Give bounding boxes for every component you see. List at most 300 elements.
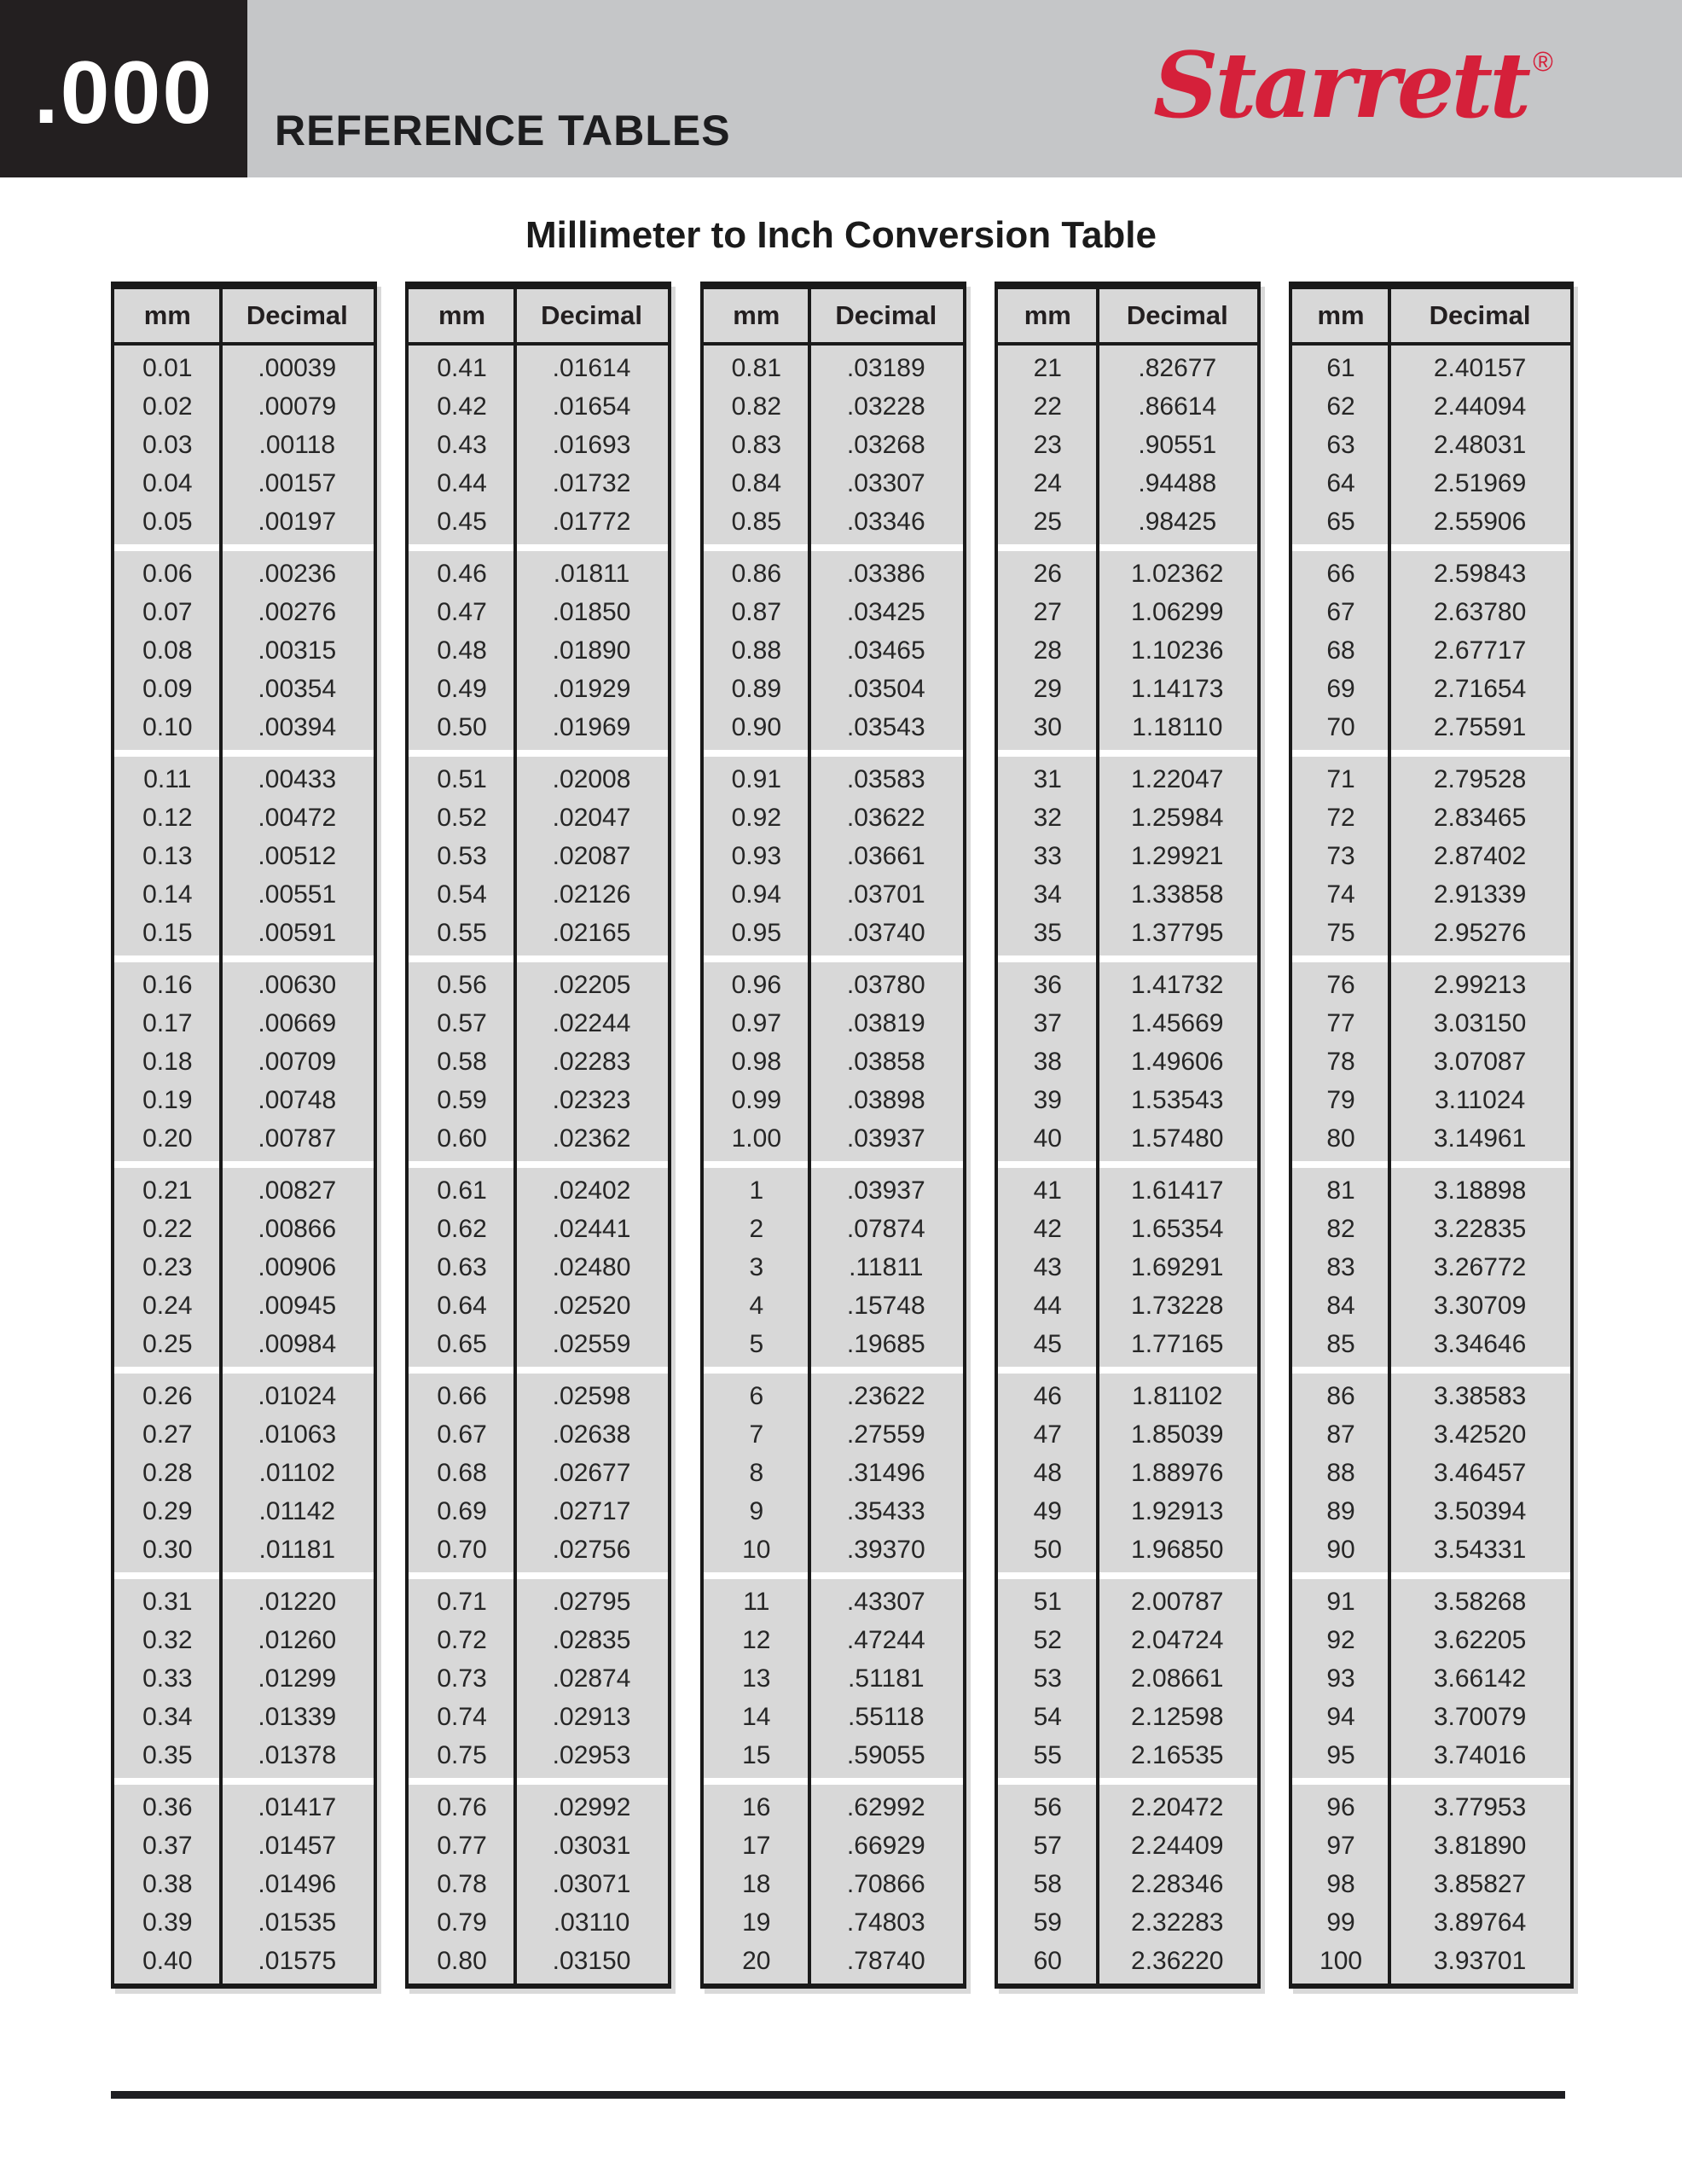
table-row — [998, 760, 1257, 799]
mm-value: 0.77 — [437, 1832, 487, 1860]
table-row — [409, 1119, 668, 1158]
mm-value: 0.90 — [731, 713, 781, 741]
page-title: Millimeter to Inch Conversion Table — [525, 214, 1157, 256]
mm-value: 63 — [1326, 431, 1355, 459]
table-row — [1292, 760, 1570, 799]
decimal-value: .03346 — [846, 508, 925, 536]
column-header-decimal: Decimal — [1126, 300, 1228, 330]
mm-value: 0.65 — [437, 1330, 487, 1358]
conversion-table-2 — [405, 282, 671, 1989]
row-group — [998, 346, 1257, 544]
decimal-value: .03189 — [846, 354, 925, 382]
table-row — [1292, 1531, 1570, 1569]
mm-value: 0.42 — [437, 392, 487, 421]
table-row — [998, 1583, 1257, 1621]
table-row — [114, 1531, 374, 1569]
table-row — [998, 1659, 1257, 1698]
table-row — [114, 1287, 374, 1325]
table-row — [1292, 1942, 1570, 1980]
column-divider — [1388, 289, 1391, 1984]
decimal-value: .00157 — [258, 469, 337, 497]
mm-value: 0.26 — [142, 1382, 193, 1410]
mm-value: 0.60 — [437, 1124, 487, 1153]
table-row — [704, 1119, 963, 1158]
table-row — [704, 1583, 963, 1621]
decimal-value: .01299 — [258, 1664, 337, 1693]
decimal-value: .03701 — [846, 880, 925, 909]
decimal-value: .03583 — [846, 765, 925, 793]
mm-value: 88 — [1326, 1459, 1355, 1487]
decimal-value: .00827 — [258, 1176, 337, 1205]
conversion-table-4 — [995, 282, 1261, 1989]
decimal-value: .00433 — [258, 765, 337, 793]
table-row — [998, 1004, 1257, 1043]
mm-value: 0.27 — [142, 1420, 193, 1449]
decimal-value: .00315 — [258, 636, 337, 665]
table-row — [1292, 555, 1570, 593]
mm-value: 18 — [742, 1870, 771, 1898]
decimal-value: 1.41732 — [1131, 971, 1224, 999]
table-row — [1292, 670, 1570, 708]
decimal-value: .74803 — [846, 1908, 925, 1937]
decimal-value: 3.03150 — [1433, 1009, 1527, 1037]
table-row — [998, 1736, 1257, 1774]
table-row — [409, 670, 668, 708]
decimal-value: 2.24409 — [1131, 1832, 1224, 1860]
mm-value: 58 — [1033, 1870, 1062, 1898]
table-row — [998, 1325, 1257, 1363]
mm-value: 100 — [1320, 1947, 1363, 1975]
mm-value: 97 — [1326, 1832, 1355, 1860]
decimal-value: 3.58268 — [1433, 1588, 1527, 1616]
row-group — [704, 1785, 963, 1984]
table-row — [114, 1621, 374, 1659]
decimal-value: 2.44094 — [1433, 392, 1527, 421]
decimal-value: .01654 — [552, 392, 631, 421]
decimal-value: 3.46457 — [1433, 1459, 1527, 1487]
table-row — [704, 464, 963, 502]
decimal-value: .02362 — [552, 1124, 631, 1153]
decimal-value: .03425 — [846, 598, 925, 626]
table-body — [704, 346, 963, 1984]
decimal-value: .01220 — [258, 1588, 337, 1616]
table-row — [704, 837, 963, 875]
mm-value: 0.61 — [437, 1176, 487, 1205]
mm-value: 74 — [1326, 880, 1355, 909]
decimal-value: .00197 — [258, 508, 337, 536]
table-row — [409, 464, 668, 502]
mm-value: 0.34 — [142, 1703, 193, 1731]
decimal-value: .02835 — [552, 1626, 631, 1654]
mm-value: 0.43 — [437, 431, 487, 459]
table-row — [998, 966, 1257, 1004]
decimal-value: .03031 — [552, 1832, 631, 1860]
mm-value: 0.14 — [142, 880, 193, 909]
table-row — [1292, 1287, 1570, 1325]
table-row — [114, 1865, 374, 1903]
row-group — [114, 346, 374, 544]
mm-value: 66 — [1326, 560, 1355, 588]
decimal-value: 1.06299 — [1131, 598, 1224, 626]
decimal-value: 1.73228 — [1131, 1292, 1224, 1320]
decimal-value: .01969 — [552, 713, 631, 741]
table-row — [704, 1171, 963, 1210]
row-group — [998, 962, 1257, 1161]
decimal-value: 3.30709 — [1433, 1292, 1527, 1320]
table-row — [998, 670, 1257, 708]
row-group — [998, 757, 1257, 956]
decimal-value: .02402 — [552, 1176, 631, 1205]
table-row — [409, 1903, 668, 1942]
table-row — [114, 799, 374, 837]
decimal-value: .15748 — [846, 1292, 925, 1320]
table-row — [704, 631, 963, 670]
decimal-value: 3.93701 — [1433, 1947, 1527, 1975]
mm-value: 0.15 — [142, 919, 193, 947]
table-row — [1292, 1827, 1570, 1865]
mm-value: 79 — [1326, 1086, 1355, 1114]
mm-value: 0.46 — [437, 560, 487, 588]
table-row — [409, 1827, 668, 1865]
table-row — [998, 799, 1257, 837]
decimal-value: .07874 — [846, 1215, 925, 1243]
decimal-value: 2.71654 — [1433, 675, 1527, 703]
table-row — [704, 914, 963, 952]
table-row — [114, 837, 374, 875]
table-header-row — [998, 289, 1257, 346]
mm-value: 0.19 — [142, 1086, 193, 1114]
table-row — [998, 387, 1257, 426]
table-row — [704, 1736, 963, 1774]
decimal-value: 2.83465 — [1433, 804, 1527, 832]
row-group — [998, 1168, 1257, 1367]
decimal-value: 1.57480 — [1131, 1124, 1224, 1153]
table-row — [998, 502, 1257, 541]
decimal-value: .00512 — [258, 842, 337, 870]
column-header-mm: mm — [733, 300, 780, 330]
table-row — [409, 387, 668, 426]
table-row — [114, 1210, 374, 1248]
table-row — [998, 555, 1257, 593]
mm-value: 75 — [1326, 919, 1355, 947]
decimal-value: .03937 — [846, 1124, 925, 1153]
table-row — [998, 1248, 1257, 1287]
decimal-value: .01260 — [258, 1626, 337, 1654]
mm-value: 0.66 — [437, 1382, 487, 1410]
mm-value: 20 — [742, 1947, 771, 1975]
row-group — [704, 1168, 963, 1367]
table-row — [704, 1454, 963, 1492]
table-row — [704, 1210, 963, 1248]
mm-value: 52 — [1033, 1626, 1062, 1654]
mm-value: 0.48 — [437, 636, 487, 665]
mm-value: 85 — [1326, 1330, 1355, 1358]
mm-value: 55 — [1033, 1741, 1062, 1769]
mm-value: 92 — [1326, 1626, 1355, 1654]
table-row — [114, 1492, 374, 1531]
mm-value: 0.72 — [437, 1626, 487, 1654]
mm-value: 84 — [1326, 1292, 1355, 1320]
mm-value: 0.40 — [142, 1947, 193, 1975]
decimal-value: .02087 — [552, 842, 631, 870]
decimal-value: .03268 — [846, 431, 925, 459]
table-row — [1292, 1325, 1570, 1363]
decimal-value: .01850 — [552, 598, 631, 626]
decimal-value: .03307 — [846, 469, 925, 497]
table-row — [1292, 631, 1570, 670]
table-row — [998, 837, 1257, 875]
mm-value: 23 — [1033, 431, 1062, 459]
decimal-value: 1.53543 — [1131, 1086, 1224, 1114]
table-row — [409, 799, 668, 837]
mm-value: 0.37 — [142, 1832, 193, 1860]
decimal-value: 1.22047 — [1131, 765, 1224, 793]
mm-value: 0.56 — [437, 971, 487, 999]
decimal-value: .39370 — [846, 1536, 925, 1564]
table-row — [1292, 1583, 1570, 1621]
decimal-value: .01929 — [552, 675, 631, 703]
table-row — [1292, 1698, 1570, 1736]
mm-value: 4 — [749, 1292, 764, 1320]
decimal-value: 2.87402 — [1433, 842, 1527, 870]
mm-value: 42 — [1033, 1215, 1062, 1243]
mm-value: 0.83 — [731, 431, 781, 459]
decimal-value: 2.63780 — [1433, 598, 1527, 626]
mm-value: 0.45 — [437, 508, 487, 536]
table-row — [1292, 1081, 1570, 1119]
mm-value: 86 — [1326, 1382, 1355, 1410]
table-header-row — [704, 289, 963, 346]
mm-value: 0.41 — [437, 354, 487, 382]
mm-value: 0.01 — [142, 354, 193, 382]
mm-value: 61 — [1326, 354, 1355, 382]
mm-value: 25 — [1033, 508, 1062, 536]
row-group — [409, 346, 668, 544]
decimal-value: .03150 — [552, 1947, 631, 1975]
mm-value: 0.89 — [731, 675, 781, 703]
decimal-value: .02165 — [552, 919, 631, 947]
table-row — [409, 1492, 668, 1531]
table-row — [409, 1865, 668, 1903]
mm-value: 38 — [1033, 1048, 1062, 1076]
decimal-value: .31496 — [846, 1459, 925, 1487]
mm-value: 0.74 — [437, 1703, 487, 1731]
column-header-decimal: Decimal — [541, 300, 643, 330]
decimal-value: .02126 — [552, 880, 631, 909]
table-row — [998, 349, 1257, 387]
mm-value: 0.80 — [437, 1947, 487, 1975]
mm-value: 57 — [1033, 1832, 1062, 1860]
table-row — [704, 1621, 963, 1659]
mm-value: 41 — [1033, 1176, 1062, 1205]
row-group — [1292, 1374, 1570, 1572]
table-row — [114, 1248, 374, 1287]
decimal-value: .00984 — [258, 1330, 337, 1358]
table-row — [409, 1583, 668, 1621]
mm-value: 8 — [749, 1459, 764, 1487]
decimal-value: 1.49606 — [1131, 1048, 1224, 1076]
table-row — [409, 1415, 668, 1454]
decimal-value: .00551 — [258, 880, 337, 909]
mm-value: 0.30 — [142, 1536, 193, 1564]
mm-value: 0.09 — [142, 675, 193, 703]
decimal-value: .03465 — [846, 636, 925, 665]
decimal-value: .35433 — [846, 1497, 925, 1525]
mm-value: 5 — [749, 1330, 764, 1358]
decimal-value: 1.10236 — [1131, 636, 1224, 665]
row-group — [704, 346, 963, 544]
mm-value: 77 — [1326, 1009, 1355, 1037]
decimal-value: 3.70079 — [1433, 1703, 1527, 1731]
table-row — [114, 1325, 374, 1363]
table-row — [998, 708, 1257, 746]
mm-value: 0.44 — [437, 469, 487, 497]
table-row — [704, 708, 963, 746]
table-row — [704, 1531, 963, 1569]
decimal-value: 2.55906 — [1433, 508, 1527, 536]
decimal-value: .02598 — [552, 1382, 631, 1410]
table-row — [409, 1248, 668, 1287]
table-row — [704, 1081, 963, 1119]
table-row — [704, 1325, 963, 1363]
table-row — [1292, 349, 1570, 387]
table-row — [704, 875, 963, 914]
table-row — [409, 1736, 668, 1774]
decimal-value: .62992 — [846, 1793, 925, 1821]
decimal-value: 2.36220 — [1131, 1947, 1224, 1975]
decimal-value: .02638 — [552, 1420, 631, 1449]
table-row — [1292, 837, 1570, 875]
table-row — [409, 708, 668, 746]
row-group — [998, 551, 1257, 750]
table-row — [998, 631, 1257, 670]
row-group — [1292, 1168, 1570, 1367]
row-group — [114, 1168, 374, 1367]
table-row — [409, 1210, 668, 1248]
decimal-value: .59055 — [846, 1741, 925, 1769]
table-row — [998, 1492, 1257, 1531]
table-row — [1292, 1171, 1570, 1210]
decimal-value: .02244 — [552, 1009, 631, 1037]
mm-value: 0.47 — [437, 598, 487, 626]
decimal-value: .01339 — [258, 1703, 337, 1731]
table-row — [704, 1377, 963, 1415]
decimal-value: .19685 — [846, 1330, 925, 1358]
brand-wordmark: Starrett — [1153, 32, 1528, 138]
table-row — [1292, 799, 1570, 837]
row-group — [704, 551, 963, 750]
table-row — [1292, 426, 1570, 464]
row-group — [114, 1579, 374, 1778]
mm-value: 0.39 — [142, 1908, 193, 1937]
table-row — [409, 1287, 668, 1325]
table-row — [704, 593, 963, 631]
decimal-value: .00118 — [258, 431, 336, 459]
row-group — [409, 1579, 668, 1778]
decimal-value: 1.92913 — [1131, 1497, 1224, 1525]
table-row — [114, 875, 374, 914]
column-header-decimal: Decimal — [835, 300, 937, 330]
mm-value: 0.49 — [437, 675, 487, 703]
mm-value: 0.53 — [437, 842, 487, 870]
decimal-value: 3.62205 — [1433, 1626, 1527, 1654]
mm-value: 0.13 — [142, 842, 193, 870]
row-group — [1292, 962, 1570, 1161]
decimal-value: 3.77953 — [1433, 1793, 1527, 1821]
mm-value: 0.91 — [731, 765, 781, 793]
decimal-value: .03858 — [846, 1048, 925, 1076]
mm-value: 0.55 — [437, 919, 487, 947]
table-header-row — [114, 289, 374, 346]
table-row — [998, 1942, 1257, 1980]
table-row — [114, 1583, 374, 1621]
decimal-value: .01811 — [553, 560, 630, 588]
table-row — [704, 349, 963, 387]
table-row — [114, 1788, 374, 1827]
decimal-value: .03386 — [846, 560, 925, 588]
bottom-rule — [111, 2091, 1565, 2099]
table-row — [704, 1248, 963, 1287]
mm-value: 0.04 — [142, 469, 193, 497]
row-group — [704, 757, 963, 956]
row-group — [409, 1785, 668, 1984]
mm-value: 2 — [749, 1215, 764, 1243]
decimal-value: 3.81890 — [1433, 1832, 1527, 1860]
mm-value: 93 — [1326, 1664, 1355, 1693]
decimal-value: .03661 — [846, 842, 925, 870]
decimal-value: .03228 — [846, 392, 925, 421]
decimal-value: .78740 — [846, 1947, 925, 1975]
mm-value: 0.36 — [142, 1793, 193, 1821]
mm-value: 17 — [742, 1832, 771, 1860]
decimal-value: .02717 — [552, 1497, 631, 1525]
decimal-value: .03937 — [846, 1176, 925, 1205]
mm-value: 69 — [1326, 675, 1355, 703]
header-banner — [0, 0, 1682, 177]
table-row — [114, 760, 374, 799]
decimal-value: .02205 — [552, 971, 631, 999]
decimal-value: 2.67717 — [1433, 636, 1527, 665]
mm-value: 11 — [743, 1588, 770, 1616]
decimal-value: .00591 — [258, 919, 337, 947]
row-group — [1292, 551, 1570, 750]
decimal-value: .03898 — [846, 1086, 925, 1114]
decimal-value: .86614 — [1138, 392, 1217, 421]
table-row — [998, 1903, 1257, 1942]
decimal-value: .02677 — [552, 1459, 631, 1487]
mm-value: 0.84 — [731, 469, 781, 497]
decimal-value: 2.59843 — [1433, 560, 1527, 588]
mm-value: 0.07 — [142, 598, 193, 626]
mm-value: 0.59 — [437, 1086, 487, 1114]
table-row — [114, 631, 374, 670]
decimal-value: .00276 — [258, 598, 337, 626]
mm-value: 32 — [1033, 804, 1062, 832]
mm-value: 0.38 — [142, 1870, 193, 1898]
table-row — [114, 502, 374, 541]
mm-value: 0.02 — [142, 392, 193, 421]
mm-value: 0.20 — [142, 1124, 193, 1153]
decimal-value: .02323 — [552, 1086, 631, 1114]
table-row — [1292, 1736, 1570, 1774]
decimal-value: .00748 — [258, 1086, 337, 1114]
table-row — [998, 1531, 1257, 1569]
table-row — [1292, 387, 1570, 426]
decimal-value: .03110 — [553, 1908, 630, 1937]
table-row — [114, 555, 374, 593]
conversion-table-3 — [700, 282, 966, 1989]
table-row — [704, 555, 963, 593]
